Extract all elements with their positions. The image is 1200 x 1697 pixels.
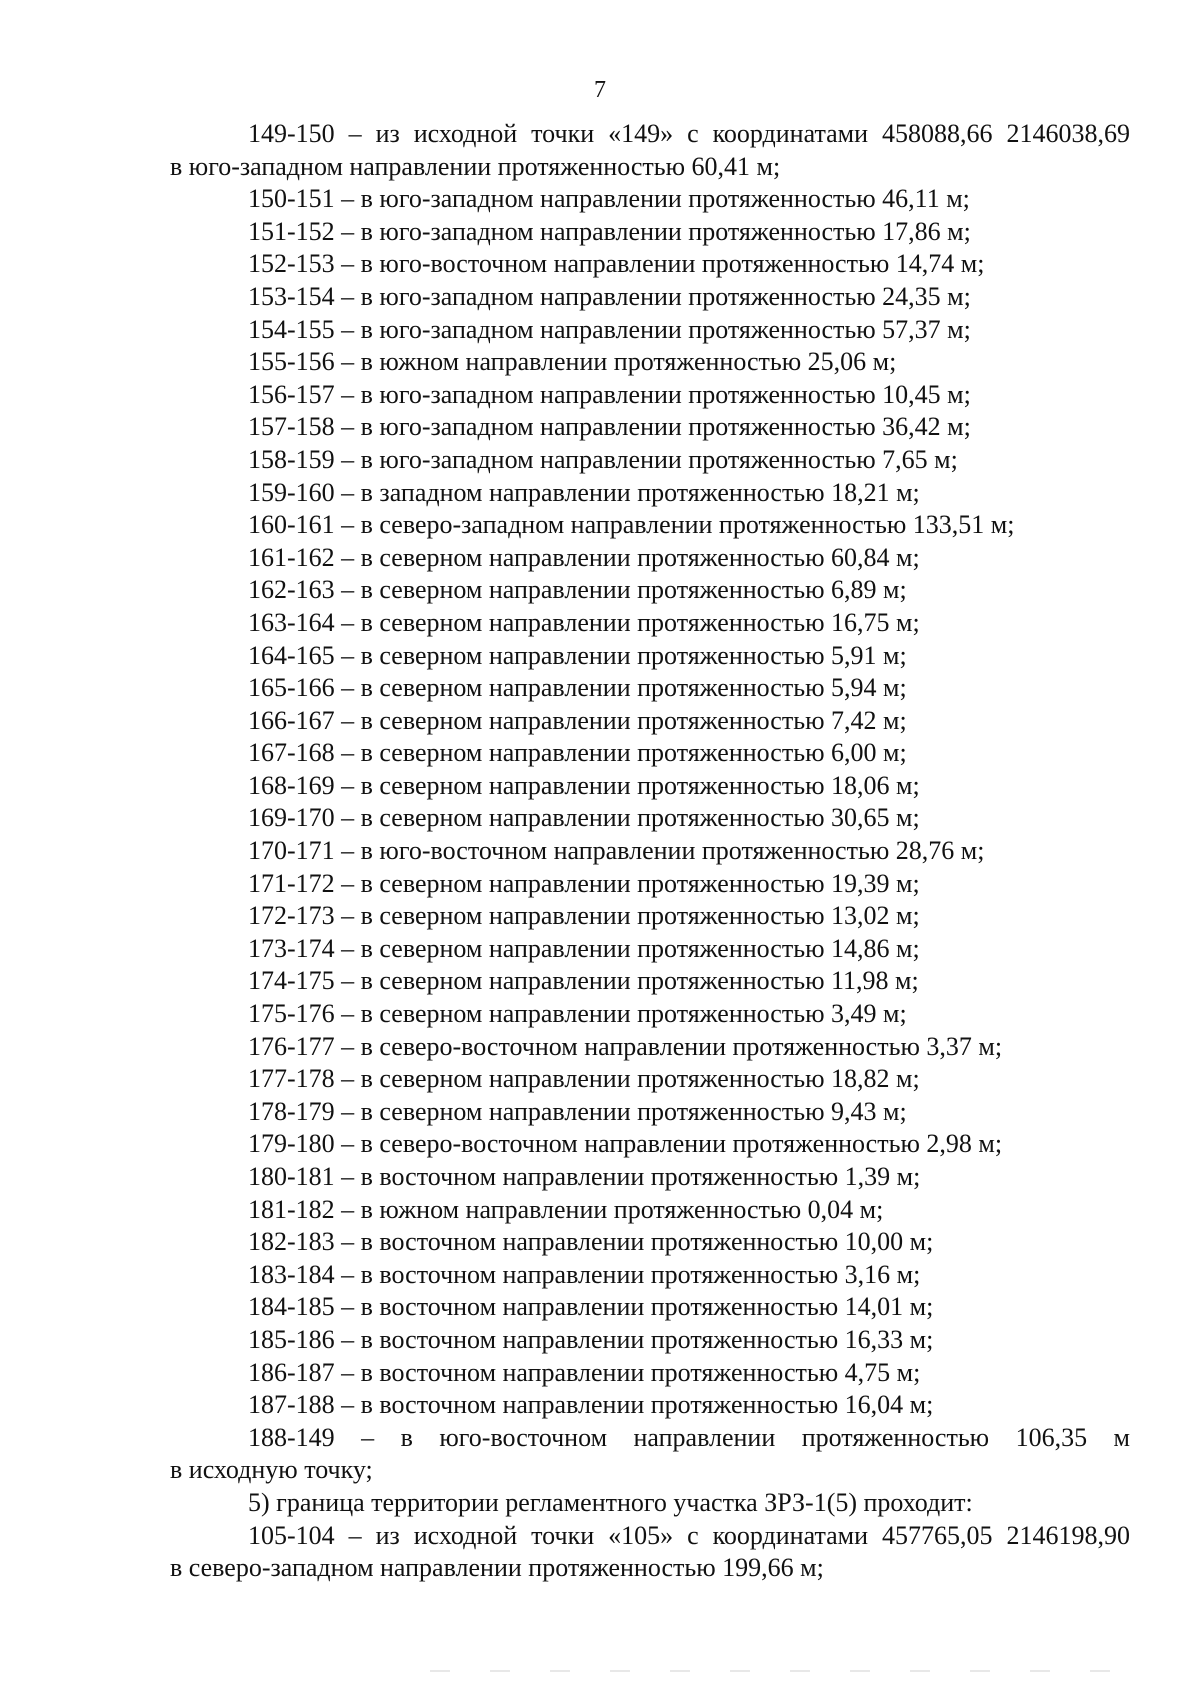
- text-line: в северо-западном направлении протяженностью 199,66 м;: [170, 1553, 824, 1583]
- text-line: 173-174 – в северном направлении протяженностью 14,86 м;: [248, 933, 920, 963]
- text-line: 168-169 – в северном направлении протяженностью 18,06 м;: [248, 770, 920, 800]
- text-line: 183-184 – в восточном направлении протяженностью 3,16 м;: [248, 1259, 921, 1289]
- text-line: 162-163 – в северном направлении протяженностью 6,89 м;: [248, 575, 907, 605]
- text-line: 172-173 – в северном направлении протяженностью 13,02 м;: [248, 901, 920, 931]
- scan-artifact: [430, 1670, 1130, 1672]
- text-line: в юго-западном направлении протяженностью 60,41 м;: [170, 151, 781, 181]
- text-line: 180-181 – в восточном направлении протяженностью 1,39 м;: [248, 1162, 921, 1191]
- text-line: 177-178 – в северном направлении протяженностью 18,82 м;: [248, 1064, 920, 1094]
- text-line: 182-183 – в восточном направлении протяженностью 10,00 м;: [248, 1227, 934, 1257]
- text-line: 184-185 – в восточном направлении протяженностью 14,01 м;: [248, 1292, 934, 1322]
- text-line: 157-158 – в юго-западном направлении протяженностью 36,42 м;: [248, 412, 971, 442]
- text-line: 169-170 – в северном направлении протяженностью 30,65 м;: [248, 803, 920, 833]
- text-line: 181-182 – в южном направлении протяженностью 0,04 м;: [248, 1194, 884, 1224]
- text-line: 171-172 – в северном направлении протяженностью 19,39 м;: [248, 868, 920, 898]
- text-line: 5) граница территории регламентного участка ЗРЗ-1(5) проходит:: [248, 1487, 973, 1517]
- text-line: 151-152 – в юго-западном направлении протяженностью 17,86 м;: [248, 216, 971, 246]
- text-line: 163-164 – в северном направлении протяженностью 16,75 м;: [248, 607, 920, 637]
- text-line: 105-104 – из исходной точки «105» с координатами 457765,05 2146198,90: [248, 1520, 1130, 1550]
- text-line: 179-180 – в северо-восточном направлении протяженностью 2,98 м;: [248, 1129, 1003, 1159]
- text-line: 188-149 – в юго-восточном направлении протяженностью 106,35 м: [248, 1422, 1130, 1452]
- text-line: 178-179 – в северном направлении протяженностью 9,43 м;: [248, 1096, 907, 1126]
- document-body: [170, 118, 1130, 1585]
- text-line: 185-186 – в восточном направлении протяженностью 16,33 м;: [248, 1324, 934, 1354]
- text-line: в исходную точку;: [170, 1455, 373, 1485]
- text-line: 167-168 – в северном направлении протяженностью 6,00 м;: [248, 738, 907, 768]
- text-line: 158-159 – в юго-западном направлении протяженностью 7,65 м;: [248, 444, 958, 474]
- text-line: 156-157 – в юго-западном направлении протяженностью 10,45 м;: [248, 379, 971, 409]
- text-line: 175-176 – в северном направлении протяженностью 3,49 м;: [248, 999, 907, 1029]
- text-line: 166-167 – в северном направлении протяженностью 7,42 м;: [248, 705, 907, 735]
- text-line: 160-161 – в северо-западном направлении протяженностью 133,51 м;: [248, 510, 1015, 540]
- text-line: 153-154 – в юго-западном направлении протяженностью 24,35 м;: [248, 281, 971, 311]
- text-line: 152-153 – в юго-восточном направлении протяженностью 14,74 м;: [248, 249, 985, 279]
- text-line: 186-187 – в восточном направлении протяженностью 4,75 м;: [248, 1357, 921, 1387]
- text-line: 149-150 – из исходной точки «149» с координатами 458088,66 2146038,69: [248, 119, 1130, 148]
- text-line: 150-151 – в юго-западном направлении протяженностью 46,11 м;: [248, 184, 970, 214]
- text-line: 174-175 – в северном направлении протяженностью 11,98 м;: [248, 966, 919, 996]
- text-line: 159-160 – в западном направлении протяженностью 18,21 м;: [248, 477, 920, 507]
- text-line: 187-188 – в восточном направлении протяженностью 16,04 м;: [248, 1390, 934, 1420]
- page-number: 7: [594, 77, 606, 103]
- text-line: 165-166 – в северном направлении протяженностью 5,94 м;: [248, 673, 907, 703]
- text-line: 161-162 – в северном направлении протяженностью 60,84 м;: [248, 542, 920, 572]
- text-line: 176-177 – в северо-восточном направлении протяженностью 3,37 м;: [248, 1031, 1003, 1061]
- text-line: 170-171 – в юго-восточном направлении протяженностью 28,76 м;: [248, 836, 985, 866]
- text-line: 164-165 – в северном направлении протяженностью 5,91 м;: [248, 640, 907, 670]
- text-line: 155-156 – в южном направлении протяженностью 25,06 м;: [248, 347, 897, 377]
- text-line: 154-155 – в юго-западном направлении протяженностью 57,37 м;: [248, 314, 971, 344]
